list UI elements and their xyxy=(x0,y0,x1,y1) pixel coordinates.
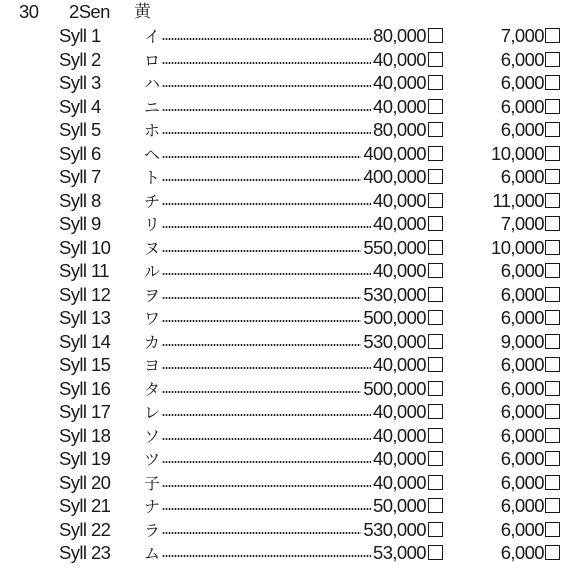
secondary-value: 6,000 xyxy=(500,283,544,305)
secondary-value: 10,000 xyxy=(491,142,544,164)
leader-line xyxy=(144,447,426,472)
primary-value: 40,000 xyxy=(373,189,426,211)
kana-character: 子 xyxy=(144,473,161,493)
secondary-value: 10,000 xyxy=(491,236,544,258)
secondary-value: 11,000 xyxy=(492,189,544,211)
kana-character: ト xyxy=(144,168,161,187)
list-item xyxy=(0,212,577,236)
list-item xyxy=(0,518,577,542)
secondary-checkbox[interactable] xyxy=(545,428,560,443)
syllable-label: Syll 6 xyxy=(59,142,101,164)
secondary-checkbox[interactable] xyxy=(545,193,560,208)
syllable-label: Syll 12 xyxy=(59,283,111,305)
kana-character: ム xyxy=(144,544,161,563)
list-item xyxy=(0,24,577,48)
dot-leader xyxy=(162,414,371,416)
secondary-value: 6,000 xyxy=(500,307,544,328)
secondary-checkbox[interactable] xyxy=(545,404,560,419)
secondary-checkbox[interactable] xyxy=(545,146,560,161)
kana-character: チ xyxy=(144,191,161,211)
secondary-checkbox[interactable] xyxy=(545,240,560,255)
secondary-value: 6,000 xyxy=(500,72,544,93)
primary-checkbox[interactable] xyxy=(428,357,443,372)
secondary-value: 6,000 xyxy=(500,95,544,117)
kana-character: ナ xyxy=(144,497,161,516)
secondary-value: 6,000 xyxy=(500,448,544,469)
leader-line xyxy=(144,165,426,190)
dot-leader xyxy=(162,203,371,205)
primary-checkbox[interactable] xyxy=(428,216,443,231)
list-item xyxy=(0,541,577,565)
syllable-label: Syll 17 xyxy=(59,401,111,422)
leader-line xyxy=(144,353,426,378)
secondary-value: 6,000 xyxy=(500,48,544,70)
leader-line xyxy=(144,377,426,402)
primary-checkbox[interactable] xyxy=(428,451,443,466)
secondary-checkbox[interactable] xyxy=(545,169,560,184)
secondary-value: 6,000 xyxy=(500,166,544,187)
secondary-value: 9,000 xyxy=(500,330,544,352)
kana-character: ツ xyxy=(144,450,161,469)
leader-line xyxy=(144,424,426,449)
kana-character: ヨ xyxy=(144,356,161,375)
primary-value: 530,000 xyxy=(363,518,426,540)
secondary-value: 6,000 xyxy=(500,542,544,563)
leader-line xyxy=(144,541,426,566)
syllable-label: Syll 7 xyxy=(59,166,101,187)
primary-checkbox[interactable] xyxy=(428,263,443,278)
dot-leader xyxy=(162,438,371,440)
secondary-checkbox[interactable] xyxy=(545,287,560,302)
primary-value: 80,000 xyxy=(373,119,426,140)
syllable-label: Syll 9 xyxy=(59,213,101,234)
primary-value: 500,000 xyxy=(363,377,426,399)
leader-line xyxy=(144,118,426,143)
dot-leader xyxy=(162,508,371,510)
secondary-checkbox[interactable] xyxy=(545,498,560,513)
secondary-checkbox[interactable] xyxy=(545,451,560,466)
secondary-value: 6,000 xyxy=(500,401,544,422)
secondary-checkbox[interactable] xyxy=(545,75,560,90)
syllable-label: Syll 5 xyxy=(59,119,101,140)
primary-value: 530,000 xyxy=(363,330,426,352)
dot-leader xyxy=(162,273,371,275)
primary-value: 40,000 xyxy=(373,213,426,234)
kana-character: ル xyxy=(144,262,161,281)
kana-character: カ xyxy=(144,332,161,352)
primary-value: 550,000 xyxy=(363,236,426,258)
primary-checkbox[interactable] xyxy=(428,428,443,443)
primary-checkbox[interactable] xyxy=(428,99,443,114)
leader-line xyxy=(144,471,426,496)
primary-checkbox[interactable] xyxy=(428,404,443,419)
secondary-value: 6,000 xyxy=(500,119,544,140)
secondary-value: 6,000 xyxy=(500,471,544,493)
secondary-value: 7,000 xyxy=(500,25,544,46)
leader-line xyxy=(144,283,426,308)
primary-value: 40,000 xyxy=(373,95,426,117)
secondary-value: 6,000 xyxy=(500,260,544,281)
dot-leader xyxy=(162,85,371,87)
list-item xyxy=(0,377,577,401)
list-item xyxy=(0,306,577,330)
list-item xyxy=(0,71,577,95)
kana-character: ヲ xyxy=(144,285,161,305)
secondary-checkbox[interactable] xyxy=(545,216,560,231)
syllable-label: Syll 22 xyxy=(59,518,111,540)
primary-value: 400,000 xyxy=(363,166,426,187)
secondary-checkbox[interactable] xyxy=(545,334,560,349)
primary-value: 40,000 xyxy=(373,48,426,70)
primary-value: 400,000 xyxy=(363,142,426,164)
primary-value: 40,000 xyxy=(373,401,426,422)
dot-leader xyxy=(162,344,361,346)
secondary-checkbox[interactable] xyxy=(545,310,560,325)
leader-line xyxy=(144,212,426,237)
leader-line xyxy=(144,400,426,425)
dot-leader xyxy=(162,38,371,40)
syllable-label: Syll 1 xyxy=(59,25,101,46)
secondary-value: 6,000 xyxy=(500,518,544,540)
leader-line xyxy=(144,48,426,73)
dot-leader xyxy=(162,132,371,134)
dot-leader xyxy=(162,461,371,463)
primary-value: 40,000 xyxy=(373,260,426,281)
secondary-checkbox[interactable] xyxy=(545,475,560,490)
list-item xyxy=(0,189,577,213)
dot-leader xyxy=(162,297,361,299)
kana-character: リ xyxy=(144,215,161,234)
secondary-checkbox[interactable] xyxy=(545,263,560,278)
dot-leader xyxy=(162,109,371,111)
syllable-label: Syll 23 xyxy=(59,542,111,563)
dot-leader xyxy=(162,250,361,252)
kana-character: ソ xyxy=(144,426,161,446)
primary-value: 500,000 xyxy=(363,307,426,328)
dot-leader xyxy=(162,555,371,557)
list-item xyxy=(0,48,577,72)
dot-leader xyxy=(162,156,361,158)
section-code: 2Sen xyxy=(69,1,110,22)
primary-checkbox[interactable] xyxy=(428,545,443,560)
primary-checkbox[interactable] xyxy=(428,475,443,490)
secondary-checkbox[interactable] xyxy=(545,381,560,396)
kana-character: タ xyxy=(144,379,161,399)
primary-checkbox[interactable] xyxy=(428,287,443,302)
primary-checkbox[interactable] xyxy=(428,193,443,208)
syllable-list xyxy=(0,24,577,565)
syllable-label: Syll 15 xyxy=(59,354,111,375)
list-item xyxy=(0,259,577,283)
primary-checkbox[interactable] xyxy=(428,146,443,161)
primary-value: 530,000 xyxy=(363,283,426,305)
primary-checkbox[interactable] xyxy=(428,310,443,325)
kana-character: ニ xyxy=(144,97,161,117)
list-item xyxy=(0,353,577,377)
leader-line xyxy=(144,259,426,284)
syllable-label: Syll 16 xyxy=(59,377,111,399)
leader-line xyxy=(144,189,426,214)
secondary-checkbox[interactable] xyxy=(545,28,560,43)
dot-leader xyxy=(162,532,361,534)
primary-checkbox[interactable] xyxy=(428,52,443,67)
leader-line xyxy=(144,95,426,120)
primary-checkbox[interactable] xyxy=(428,28,443,43)
secondary-value: 6,000 xyxy=(500,495,544,516)
dot-leader xyxy=(162,226,371,228)
kana-character: ヘ xyxy=(144,144,161,164)
secondary-checkbox[interactable] xyxy=(545,522,560,537)
page-header xyxy=(0,0,577,24)
secondary-checkbox[interactable] xyxy=(545,545,560,560)
dot-leader xyxy=(162,485,371,487)
secondary-checkbox[interactable] xyxy=(545,52,560,67)
leader-line xyxy=(144,306,426,331)
primary-checkbox[interactable] xyxy=(428,381,443,396)
list-item xyxy=(0,330,577,354)
leader-line xyxy=(144,24,426,49)
dot-leader xyxy=(162,367,371,369)
list-item xyxy=(0,424,577,448)
secondary-checkbox[interactable] xyxy=(545,357,560,372)
syllable-label: Syll 13 xyxy=(59,307,111,328)
secondary-value: 6,000 xyxy=(500,377,544,399)
syllable-label: Syll 4 xyxy=(59,95,101,117)
syllable-label: Syll 21 xyxy=(59,495,111,516)
syllable-label: Syll 20 xyxy=(59,471,111,493)
primary-checkbox[interactable] xyxy=(428,122,443,137)
leader-line xyxy=(144,518,426,543)
list-item xyxy=(0,118,577,142)
kana-character: イ xyxy=(144,27,161,46)
dot-leader xyxy=(162,391,361,393)
dot-leader xyxy=(162,179,361,181)
primary-value: 40,000 xyxy=(373,471,426,493)
primary-value: 40,000 xyxy=(373,354,426,375)
dot-leader xyxy=(162,320,361,322)
dot-leader xyxy=(162,62,371,64)
list-item xyxy=(0,142,577,166)
section-number: 30 xyxy=(19,1,39,22)
primary-checkbox[interactable] xyxy=(428,334,443,349)
list-item xyxy=(0,283,577,307)
list-item xyxy=(0,236,577,260)
secondary-value: 6,000 xyxy=(500,424,544,446)
leader-line xyxy=(144,330,426,355)
secondary-value: 7,000 xyxy=(500,213,544,234)
leader-line xyxy=(144,236,426,261)
primary-value: 40,000 xyxy=(373,424,426,446)
syllable-label: Syll 3 xyxy=(59,72,101,93)
primary-value: 40,000 xyxy=(373,448,426,469)
primary-value: 40,000 xyxy=(373,72,426,93)
kana-character: ラ xyxy=(144,520,161,540)
kana-character: ハ xyxy=(144,74,161,93)
list-item xyxy=(0,494,577,518)
syllable-label: Syll 14 xyxy=(59,330,111,352)
syllable-label: Syll 11 xyxy=(59,260,109,281)
syllable-label: Syll 10 xyxy=(59,236,111,258)
kana-character: ワ xyxy=(144,309,161,328)
primary-checkbox[interactable] xyxy=(428,522,443,537)
leader-line xyxy=(144,142,426,167)
syllable-label: Syll 2 xyxy=(59,48,101,70)
list-item xyxy=(0,95,577,119)
leader-line xyxy=(144,494,426,519)
syllable-label: Syll 8 xyxy=(59,189,101,211)
leader-line xyxy=(144,71,426,96)
list-item xyxy=(0,447,577,471)
primary-value: 80,000 xyxy=(373,25,426,46)
kana-character: ロ xyxy=(144,50,161,70)
secondary-checkbox[interactable] xyxy=(545,122,560,137)
secondary-checkbox[interactable] xyxy=(545,99,560,114)
section-kanji: 黄 xyxy=(134,2,151,22)
syllable-label: Syll 19 xyxy=(59,448,111,469)
kana-character: レ xyxy=(144,403,161,422)
list-item xyxy=(0,471,577,495)
secondary-value: 6,000 xyxy=(500,354,544,375)
primary-checkbox[interactable] xyxy=(428,169,443,184)
primary-checkbox[interactable] xyxy=(428,240,443,255)
primary-value: 53,000 xyxy=(373,542,426,563)
primary-checkbox[interactable] xyxy=(428,498,443,513)
primary-checkbox[interactable] xyxy=(428,75,443,90)
primary-value: 50,000 xyxy=(373,495,426,516)
list-item xyxy=(0,400,577,424)
kana-character: ヌ xyxy=(144,238,161,258)
kana-character: ホ xyxy=(144,121,161,140)
list-item xyxy=(0,165,577,189)
syllable-label: Syll 18 xyxy=(59,424,111,446)
